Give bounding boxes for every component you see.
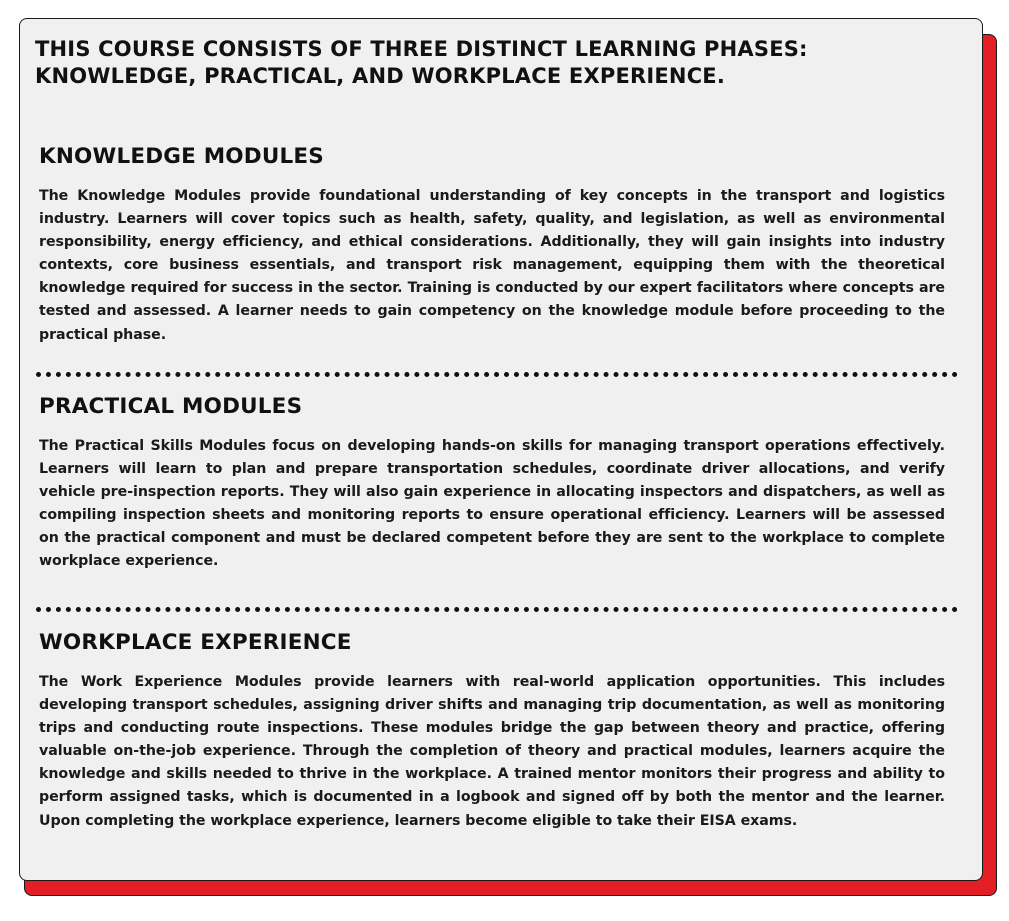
workplace-experience-section <box>39 629 945 833</box>
practical-modules-section <box>39 393 945 574</box>
practical-modules-body: The Practical Skills Modules focus on developing hands-on skills for managing transport operations effectively. Learners will learn to plan and prepare transportation schedules, coordinate driver allocations, and verify vehicle pre-inspection reports. They will also gain experience in allocating inspectors and dispatchers, as well as compiling inspection sheets and monitoring reports to ensure operational efficiency. Learners will be assessed on the practical component and must be declared competent before they are sent to the workplace to complete workplace experience. <box>39 438 945 570</box>
practical-modules-heading: PRACTICAL MODULES <box>39 394 303 419</box>
section-divider <box>36 607 958 612</box>
workplace-experience-heading: WORKPLACE EXPERIENCE <box>39 630 352 655</box>
knowledge-modules-section <box>39 143 945 347</box>
knowledge-modules-body: The Knowledge Modules provide foundational understanding of key concepts in the transport and logistics industry. Learners will cover topics such as health, safety, quality, and legislation, as well as environmental responsibility, energy efficiency, and ethical considerations. Additionally, they will gain insights into industry contexts, core business essentials, and transport risk management, equipping them with the theoretical knowledge required for success in the sector. Training is conducted by our expert facilitators where concepts are tested and assessed. A learner needs to gain competency on the knowledge module before proceeding to the practical phase. <box>39 188 945 343</box>
workplace-experience-body: The Work Experience Modules provide learners with real-world application opportunities. This includes developing transport schedules, assigning driver shifts and managing trip documentation, as well as monitoring trips and conducting route inspections. These modules bridge the gap between theory and practice, offering valuable on-the-job experience. Through the completion of theory and practical modules, learners acquire the knowledge and skills needed to thrive in the workplace. A trained mentor monitors their progress and ability to perform assigned tasks, which is documented in a logbook and signed off by both the mentor and the learner. Upon completing the workplace experience, learners become eligible to take their EISA exams. <box>39 674 945 829</box>
intro-title: THIS COURSE CONSISTS OF THREE DISTINCT LEARNING PHASES: KNOWLEDGE, PRACTICAL, AND WORKPLACE EXPERIENCE. <box>35 37 808 88</box>
knowledge-modules-heading: KNOWLEDGE MODULES <box>39 144 324 169</box>
course-phases-card <box>19 18 983 881</box>
section-divider <box>36 372 958 377</box>
